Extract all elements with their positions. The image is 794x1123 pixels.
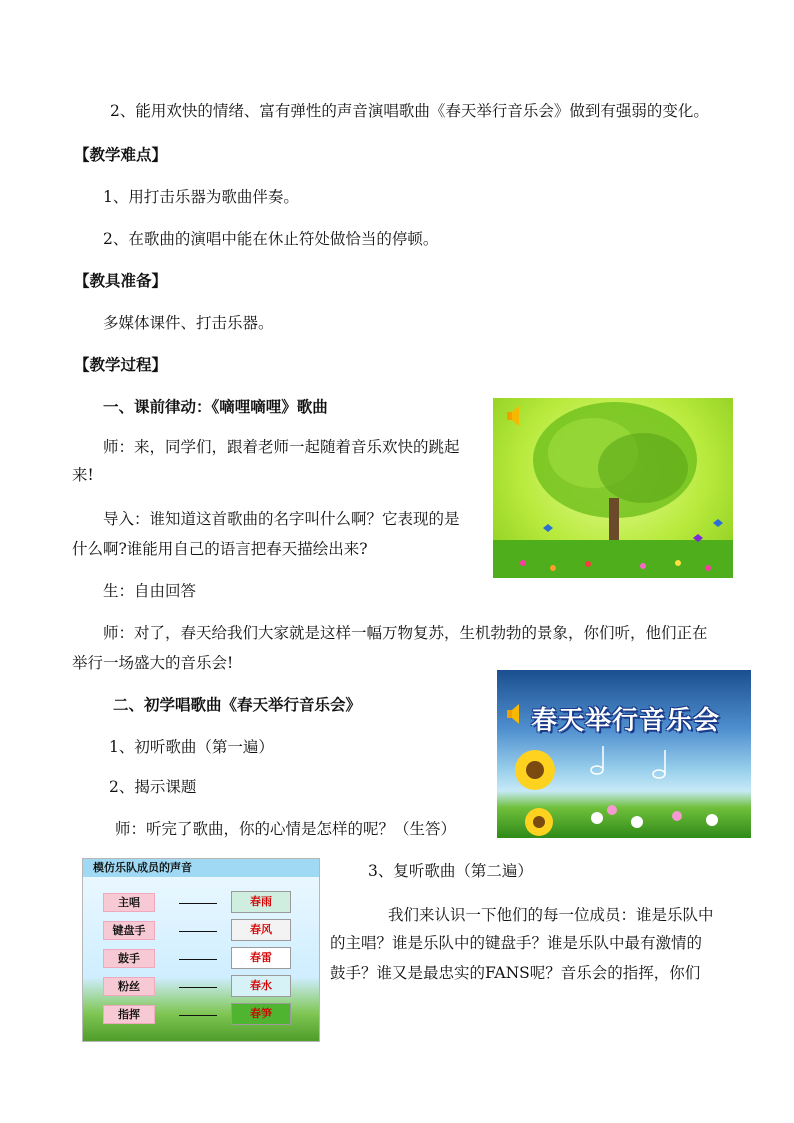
step1-intro-line2: 什么啊?谁能用自己的语言把春天描绘出来? [72, 540, 368, 558]
connector-line [179, 987, 217, 988]
band-members-slide [82, 858, 320, 1042]
concert-slide-title: 春天举行音乐会 [531, 706, 721, 736]
step2-para-line1: 我们来认识一下他们的每一位成员：谁是乐队中 [388, 906, 714, 924]
tools-heading: 【教具准备】 [74, 271, 168, 290]
spring-concert-slide [497, 670, 751, 838]
band-sound-1: 春雨 [231, 891, 291, 913]
band-role-4: 粉丝 [103, 977, 155, 996]
band-role-3: 鼓手 [103, 949, 155, 968]
process-heading: 【教学过程】 [74, 355, 168, 374]
step2-item-1: 1、初听歌曲（第一遍） [109, 738, 274, 756]
step1-student: 生：自由回答 [103, 582, 197, 600]
step1-intro-line1: 导入：谁知道这首歌曲的名字叫什么啊？它表现的是 [103, 510, 460, 528]
step2-para-line3: 鼓手？谁又是最忠实的FANS呢？音乐会的指挥，你们 [330, 964, 701, 982]
sunflower-icon [515, 750, 555, 836]
step2-item-3: 3、复听歌曲（第二遍） [368, 862, 533, 880]
music-note-icon [591, 746, 665, 778]
speaker-icon [507, 406, 519, 426]
step1-title: 一、课前律动：《嘀哩嘀哩》歌曲 [103, 397, 328, 416]
band-slide-header: 模仿乐队成员的声音 [83, 859, 319, 877]
step1-teacher-line1: 师：来，同学们，跟着老师一起随着音乐欢快的跳起 [103, 438, 460, 456]
band-role-1: 主唱 [103, 893, 155, 912]
band-sound-5: 春笋 [231, 1003, 291, 1025]
difficulty-heading: 【教学难点】 [74, 145, 168, 164]
band-sound-4: 春水 [231, 975, 291, 997]
connector-line [179, 1015, 217, 1016]
objective-2: 2、能用欢快的情绪、富有弹性的声音演唱歌曲《春天举行音乐会》做到有强弱的变化。 [110, 102, 709, 120]
step1-teacher2-line1: 师：对了，春天给我们大家就是这样一幅万物复苏，生机勃勃的景象，你们听，他们正在 [103, 624, 708, 642]
difficulty-item-1: 1、用打击乐器为歌曲伴奏。 [103, 188, 299, 206]
band-role-5: 指挥 [103, 1005, 155, 1024]
connector-line [179, 931, 217, 932]
step2-item-2: 2、揭示课题 [109, 778, 197, 796]
concert-illustration [497, 670, 751, 838]
band-role-2: 键盘手 [103, 921, 155, 940]
connector-line [179, 903, 217, 904]
step2-para-line2: 的主唱？谁是乐队中的键盘手？谁是乐队中最有激情的 [330, 934, 703, 952]
difficulty-item-2: 2、在歌曲的演唱中能在休止符处做恰当的停顿。 [103, 230, 439, 248]
speaker-icon [507, 704, 519, 724]
tools-text: 多媒体课件、打击乐器。 [103, 314, 274, 332]
band-sound-2: 春风 [231, 919, 291, 941]
band-sound-3: 春雷 [231, 947, 291, 969]
step1-teacher-line2: 来! [72, 466, 94, 484]
spring-tree-slide [493, 398, 733, 578]
tree-illustration [493, 398, 733, 578]
connector-line [179, 959, 217, 960]
step2-title: 二、初学唱歌曲《春天举行音乐会》 [113, 695, 362, 714]
step1-teacher2-line2: 举行一场盛大的音乐会! [72, 654, 234, 672]
step2-teacher: 师：听完了歌曲，你的心情是怎样的呢？（生答） [115, 820, 457, 838]
